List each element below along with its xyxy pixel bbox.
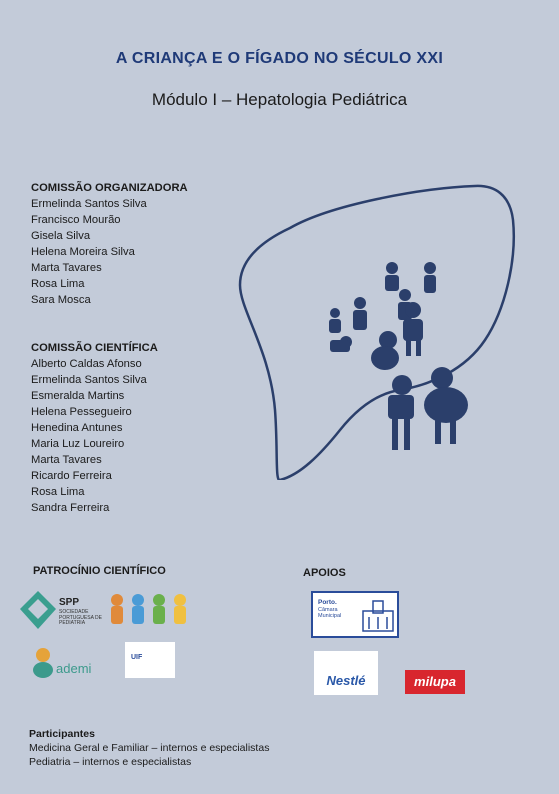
organizing-committee-heading: COMISSÃO ORGANIZADORA: [31, 182, 188, 194]
sponsorship-heading: PATROCÍNIO CIENTÍFICO: [33, 565, 166, 577]
list-item: Ricardo Ferreira: [31, 470, 112, 482]
page-subtitle: Módulo I – Hepatologia Pediátrica: [151, 90, 408, 109]
list-item: Esmeralda Martins: [31, 390, 125, 402]
ademi-logo: [30, 645, 106, 681]
support-heading: APOIOS: [303, 567, 346, 579]
building-icon: [361, 597, 395, 633]
spp-abbr: SPP: [59, 597, 80, 608]
list-item: Helena Pessegueiro: [31, 406, 132, 418]
list-item: Ermelinda Santos Silva: [31, 198, 147, 210]
list-item: Rosa Lima: [31, 486, 85, 498]
list-item: Gisela Silva: [31, 230, 91, 242]
porto-logo: [311, 591, 399, 638]
uif-text: UIF: [131, 654, 143, 661]
participants: [29, 727, 269, 769]
nestle-text: Nestlé: [326, 673, 366, 688]
list-item: Medicina Geral e Familiar – internos e especialistas: [29, 742, 270, 754]
list-item: Francisco Mourão: [31, 214, 121, 226]
spp-logo: [18, 589, 100, 631]
page-title: A CRIANÇA E O FÍGADO NO SÉCULO XXI: [115, 50, 444, 67]
list-item: Sara Mosca: [31, 294, 91, 306]
ademi-icon: [30, 645, 56, 679]
nestle-logo: [314, 651, 378, 695]
participants-heading: Participantes: [29, 728, 95, 740]
organizing-committee: [31, 180, 188, 308]
ademi-text: ademi: [56, 661, 92, 676]
list-item: Rosa Lima: [31, 278, 85, 290]
list-item: Henedina Antunes: [31, 422, 123, 434]
children-logo: [105, 590, 195, 634]
milupa-text: milupa: [414, 674, 456, 689]
list-item: Marta Tavares: [31, 262, 102, 274]
uif-logo: [125, 642, 175, 678]
list-item: Alberto Caldas Afonso: [31, 358, 142, 370]
list-item: Helena Moreira Silva: [31, 246, 135, 258]
list-item: Ermelinda Santos Silva: [31, 374, 147, 386]
list-item: Sandra Ferreira: [31, 502, 110, 514]
spp-icon: [18, 589, 58, 631]
list-item: Maria Luz Loureiro: [31, 438, 125, 450]
list-item: Pediatria – internos e especialistas: [29, 756, 192, 768]
scientific-committee: [31, 340, 158, 516]
porto-name: Porto.: [318, 599, 337, 606]
liver-illustration: [230, 180, 530, 480]
milupa-logo: [405, 670, 465, 694]
spp-name: SOCIEDADE PORTUGUESA DE PEDIATRIA: [59, 609, 102, 626]
porto-sub: Câmara Municipal: [318, 607, 342, 619]
list-item: Marta Tavares: [31, 454, 102, 466]
scientific-committee-heading: COMISSÃO CIENTÍFICA: [31, 342, 158, 354]
